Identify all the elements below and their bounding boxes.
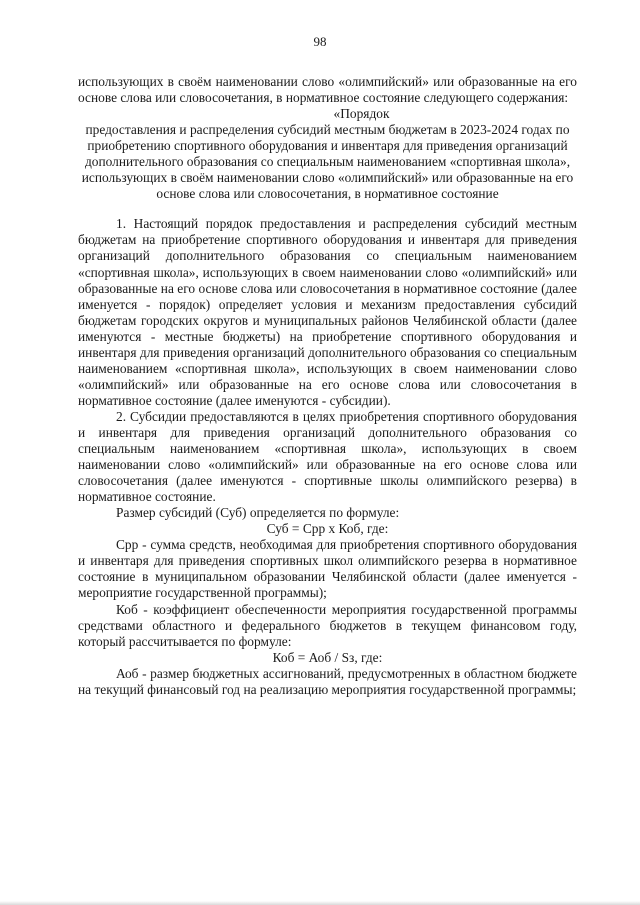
formula-kob: Коб = Аоб / Sз, где:	[272, 649, 383, 665]
subsidy-size-intro: Размер субсидий (Суб) определяется по формуле:	[116, 505, 400, 521]
procedure-title-text: предоставления и распределения субсидий местным бюджетам в 2023-2024 годах по приобретению спортивного оборудования и инвентаря для приведения организаций дополнительного образования со специальным наименованием «спортивная школа», использующих в своём наименовании слово «олимпийский» или образованные на его основе слова или словосочетания, в нормативное состояние	[81, 122, 574, 202]
document-body	[78, 74, 577, 698]
procedure-title	[78, 106, 577, 202]
definition-srr: Срр - сумма средств, необходимая для приобретения спортивного оборудования и инвентаря для приведения спортивных школ олимпийского резерва в нормативное состояние в муниципальном образовании Челябинской области (далее именуется - мероприятие государственной программы);	[78, 537, 577, 601]
clause-2: 2. Субсидии предоставляются в целях приобретения спортивного оборудования и инвентаря для приведения организаций дополнительного образования со специальным наименованием «спортивная школа», использующих в своем наименовании слово «олимпийский» или образованные на его основе слова или словосочетания (далее именуются - спортивные школы олимпийского резерва) в нормативное состояние.	[78, 408, 577, 505]
intro-paragraph: использующих в своём наименовании слово «олимпийский» или образованные на его основе слова или словосочетания, в нормативное состояние следующего содержания:	[78, 74, 577, 106]
page-bottom-edge	[0, 901, 640, 905]
spacer	[78, 202, 577, 216]
clause-1: 1. Настоящий порядок предоставления и распределения субсидий местным бюджетам на приобретение спортивного оборудования и инвентаря для приведения организаций дополнительного образования со специальным наименованием «спортивная школа», использующих в своем наименовании слово «олимпийский» или образованные на его основе слова или словосочетания в нормативное состояние (далее именуется - порядок) определяет условия и механизм предоставления субсидий бюджетам городских округов и муниципальных районов Челябинской области (далее именуются - местные бюджеты) на приобретение спортивного оборудования и инвентаря для приведения организаций дополнительного образования со специальным наименованием «спортивная школа», использующих в своем наименовании слово «олимпийский» или образованные на его основе слова или словосочетания в нормативное состояние (далее именуются - субсидии).	[78, 216, 577, 408]
procedure-title-heading: «Порядок	[333, 106, 390, 122]
formula-sub: Суб = Срр x Коб, где:	[266, 521, 389, 537]
definition-kob: Коб - коэффициент обеспеченности мероприятия государственной программы средствами областного и федерального бюджетов в текущем финансовом году, который рассчитывается по формуле:	[78, 601, 577, 649]
definition-aob: Аоб - размер бюджетных ассигнований, предусмотренных в областном бюджете на текущий финансовый год на реализацию мероприятия государственной программы;	[78, 665, 577, 697]
page-number: 98	[313, 34, 327, 49]
